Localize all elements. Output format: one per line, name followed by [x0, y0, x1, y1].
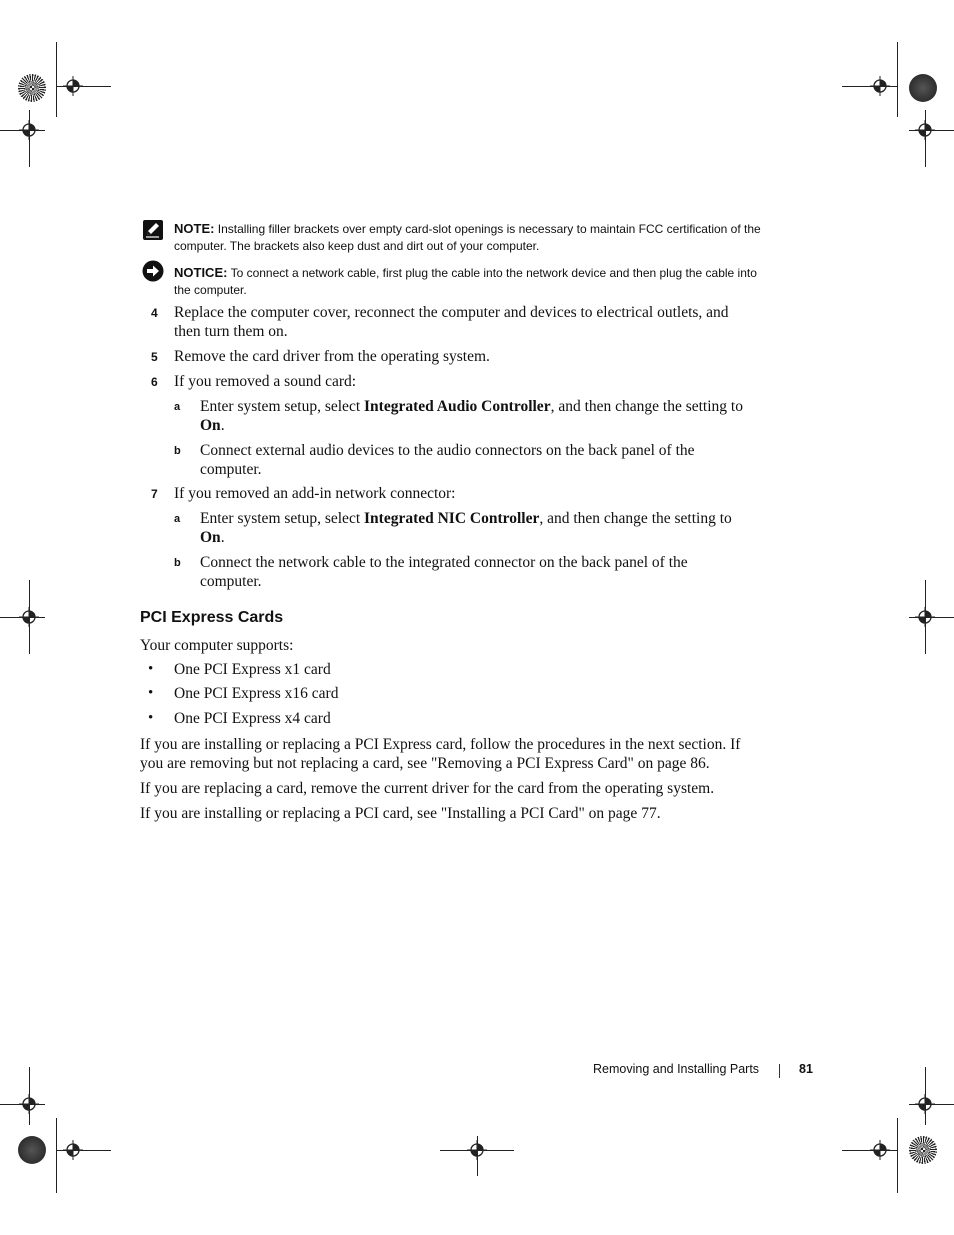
crosshair-icon — [19, 120, 39, 140]
crosshair-icon — [915, 120, 935, 140]
note-body: Installing filler brackets over empty card-slot openings is necessary to maintain FCC certification of the computer. The brackets also keep dust and dirt out of your computer. — [174, 222, 761, 253]
step-text: Remove the card driver from the operating system. — [174, 348, 490, 365]
substep-text: Connect the network cable to the integrated connector on the back panel of the computer. — [200, 554, 688, 590]
step-number: 5 — [151, 350, 158, 364]
crosshair-icon — [915, 1094, 935, 1114]
bullet-icon: • — [148, 710, 154, 726]
color-wheel-mark-icon — [909, 74, 937, 102]
step-number: 7 — [151, 487, 158, 501]
step-number: 4 — [151, 306, 158, 320]
setting-name: Integrated Audio Controller — [364, 398, 551, 415]
step-text: If you removed a sound card: — [174, 373, 357, 390]
list-item: One PCI Express x1 card — [174, 661, 331, 678]
footer-divider — [779, 1064, 780, 1078]
color-wheel-mark-icon — [18, 74, 46, 102]
section-intro: Your computer supports: — [140, 637, 294, 654]
substep-text: Enter system setup, select Integrated Audio Controller, and then change the setting to On. — [200, 398, 743, 434]
setting-value: On — [200, 417, 221, 434]
setting-value: On — [200, 529, 221, 546]
step-number: 6 — [151, 375, 158, 389]
crosshair-icon — [467, 1140, 487, 1160]
step-text: If you removed an add-in network connector: — [174, 485, 456, 502]
color-wheel-mark-icon — [909, 1136, 937, 1164]
crosshair-icon — [870, 76, 890, 96]
notice-label: NOTICE: — [174, 265, 228, 280]
crosshair-icon — [870, 1140, 890, 1160]
crosshair-icon — [915, 607, 935, 627]
substep-letter: a — [174, 513, 181, 525]
substep-letter: b — [174, 445, 181, 457]
crosshair-icon — [19, 1094, 39, 1114]
substep-text: Connect external audio devices to the audio connectors on the back panel of the computer. — [200, 442, 695, 478]
section-heading: PCI Express Cards — [140, 609, 284, 626]
list-item: One PCI Express x4 card — [174, 710, 331, 727]
crosshair-icon — [19, 607, 39, 627]
setting-name: Integrated NIC Controller — [364, 510, 540, 527]
note-label: NOTE: — [174, 221, 215, 236]
footer-chapter-title: Removing and Installing Parts — [593, 1062, 760, 1076]
paragraph: If you are replacing a card, remove the current driver for the card from the operating system. — [140, 780, 715, 797]
substep-letter: a — [174, 401, 181, 413]
arrow-notice-icon — [142, 260, 164, 282]
substep-letter: b — [174, 557, 181, 569]
paragraph: If you are installing or replacing a PCI Express card, follow the procedures in the next section. If you are removing but not replacing a card, see "Removing a PCI Express Card" on page 86. — [140, 736, 741, 772]
bullet-icon: • — [148, 661, 154, 677]
bullet-icon: • — [148, 685, 154, 701]
list-item: One PCI Express x16 card — [174, 685, 339, 702]
color-wheel-mark-icon — [18, 1136, 46, 1164]
notice-body: To connect a network cable, first plug the cable into the network device and then plug the cable into the computer. — [174, 266, 757, 297]
paragraph: If you are installing or replacing a PCI card, see "Installing a PCI Card" on page 77. — [140, 805, 661, 822]
step-text: Replace the computer cover, reconnect the computer and devices to electrical outlets, and then turn them on. — [174, 304, 729, 340]
substep-text: Enter system setup, select Integrated NIC Controller, and then change the setting to On. — [200, 510, 732, 546]
notice-callout — [174, 264, 764, 299]
pencil-note-icon — [142, 219, 164, 241]
page-number: 81 — [799, 1062, 813, 1076]
note-callout — [174, 220, 764, 255]
crosshair-icon — [63, 76, 83, 96]
crosshair-icon — [63, 1140, 83, 1160]
